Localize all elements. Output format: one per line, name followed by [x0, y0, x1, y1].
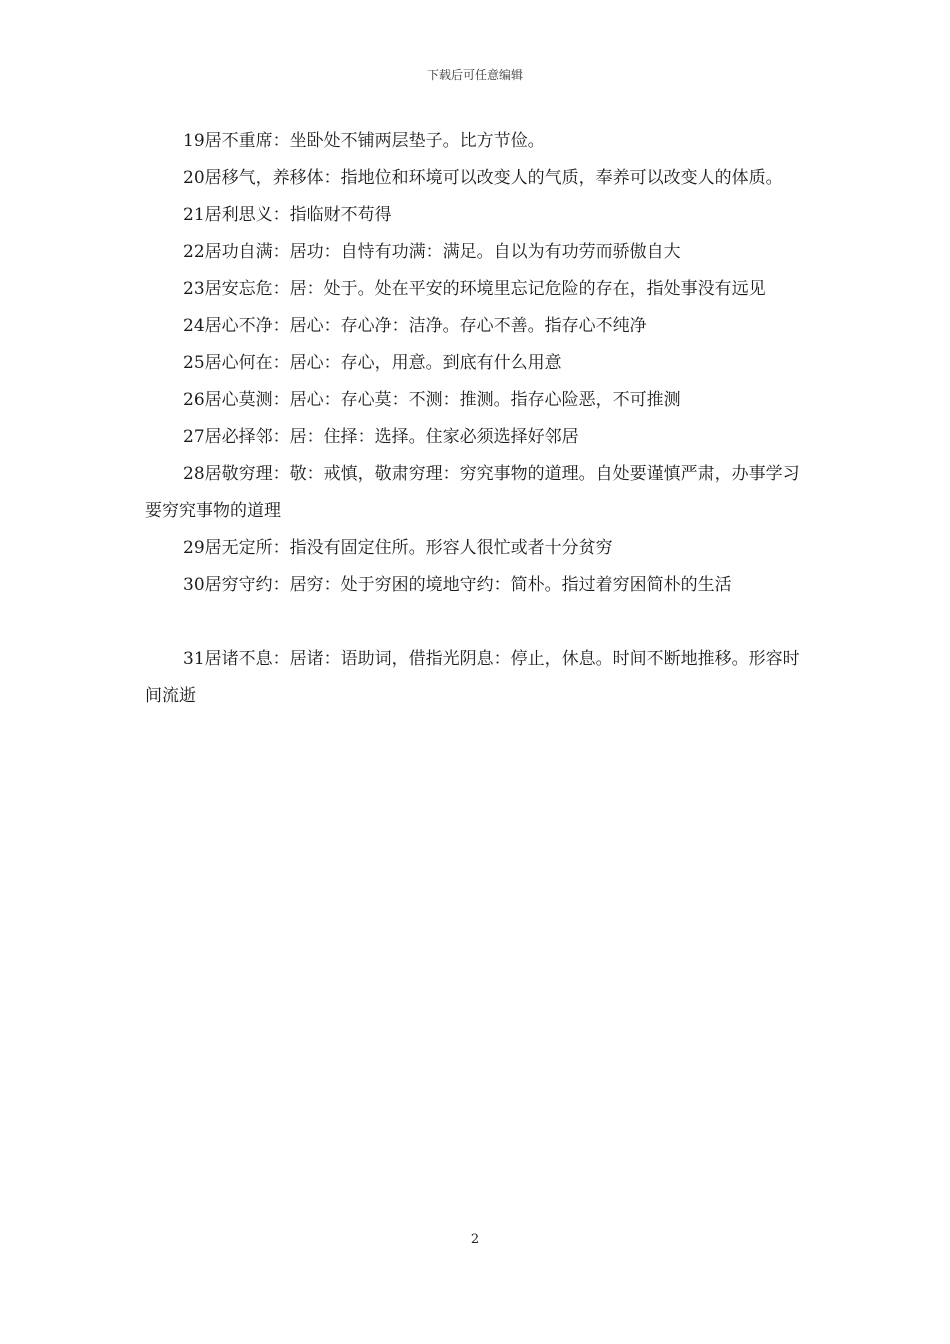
idiom-entry-30: 30居穷守约：居穷：处于穷困的境地守约：简朴。指过着穷困简朴的生活	[183, 575, 732, 595]
idiom-entry-24: 24居心不净：居心：存心净：洁净。存心不善。指存心不纯净	[183, 316, 647, 336]
idiom-entry-23: 23居安忘危：居：处于。处在平安的环境里忘记危险的存在，指处事没有远见	[183, 279, 766, 299]
page-header: 下载后可任意编辑	[426, 68, 523, 82]
idiom-entry-22: 22居功自满：居功：自恃有功满：满足。自以为有功劳而骄傲自大	[183, 242, 681, 262]
idiom-entry-26: 26居心莫测：居心：存心莫：不测：推测。指存心险恶，不可推测	[183, 390, 681, 410]
page-number: 2	[470, 1232, 480, 1247]
idiom-entry-25: 25居心何在：居心：存心，用意。到底有什么用意	[183, 353, 562, 373]
idiom-entry-31: 31居诸不息：居诸：语助词，借指光阴息：停止，休息。时间不断地推移。形容时间流逝	[145, 649, 800, 706]
idiom-entry-21: 21居利思义：指临财不苟得	[183, 205, 392, 225]
idiom-entry-28: 28居敬穷理：敬：戒慎，敬肃穷理：穷究事物的道理。自处要谨慎严肃，办事学习要穷究事物的道理	[145, 464, 800, 521]
document-body	[145, 123, 809, 715]
idiom-entry-27: 27居必择邻：居：住择：选择。住家必须选择好邻居	[183, 427, 579, 447]
idiom-entry-19: 19居不重席：坐卧处不铺两层垫子。比方节俭。	[183, 131, 545, 151]
idiom-entry-29: 29居无定所：指没有固定住所。形容人很忙或者十分贫穷	[183, 538, 613, 558]
idiom-entry-20: 20居移气，养移体：指地位和环境可以改变人的气质，奉养可以改变人的体质。	[183, 168, 783, 188]
